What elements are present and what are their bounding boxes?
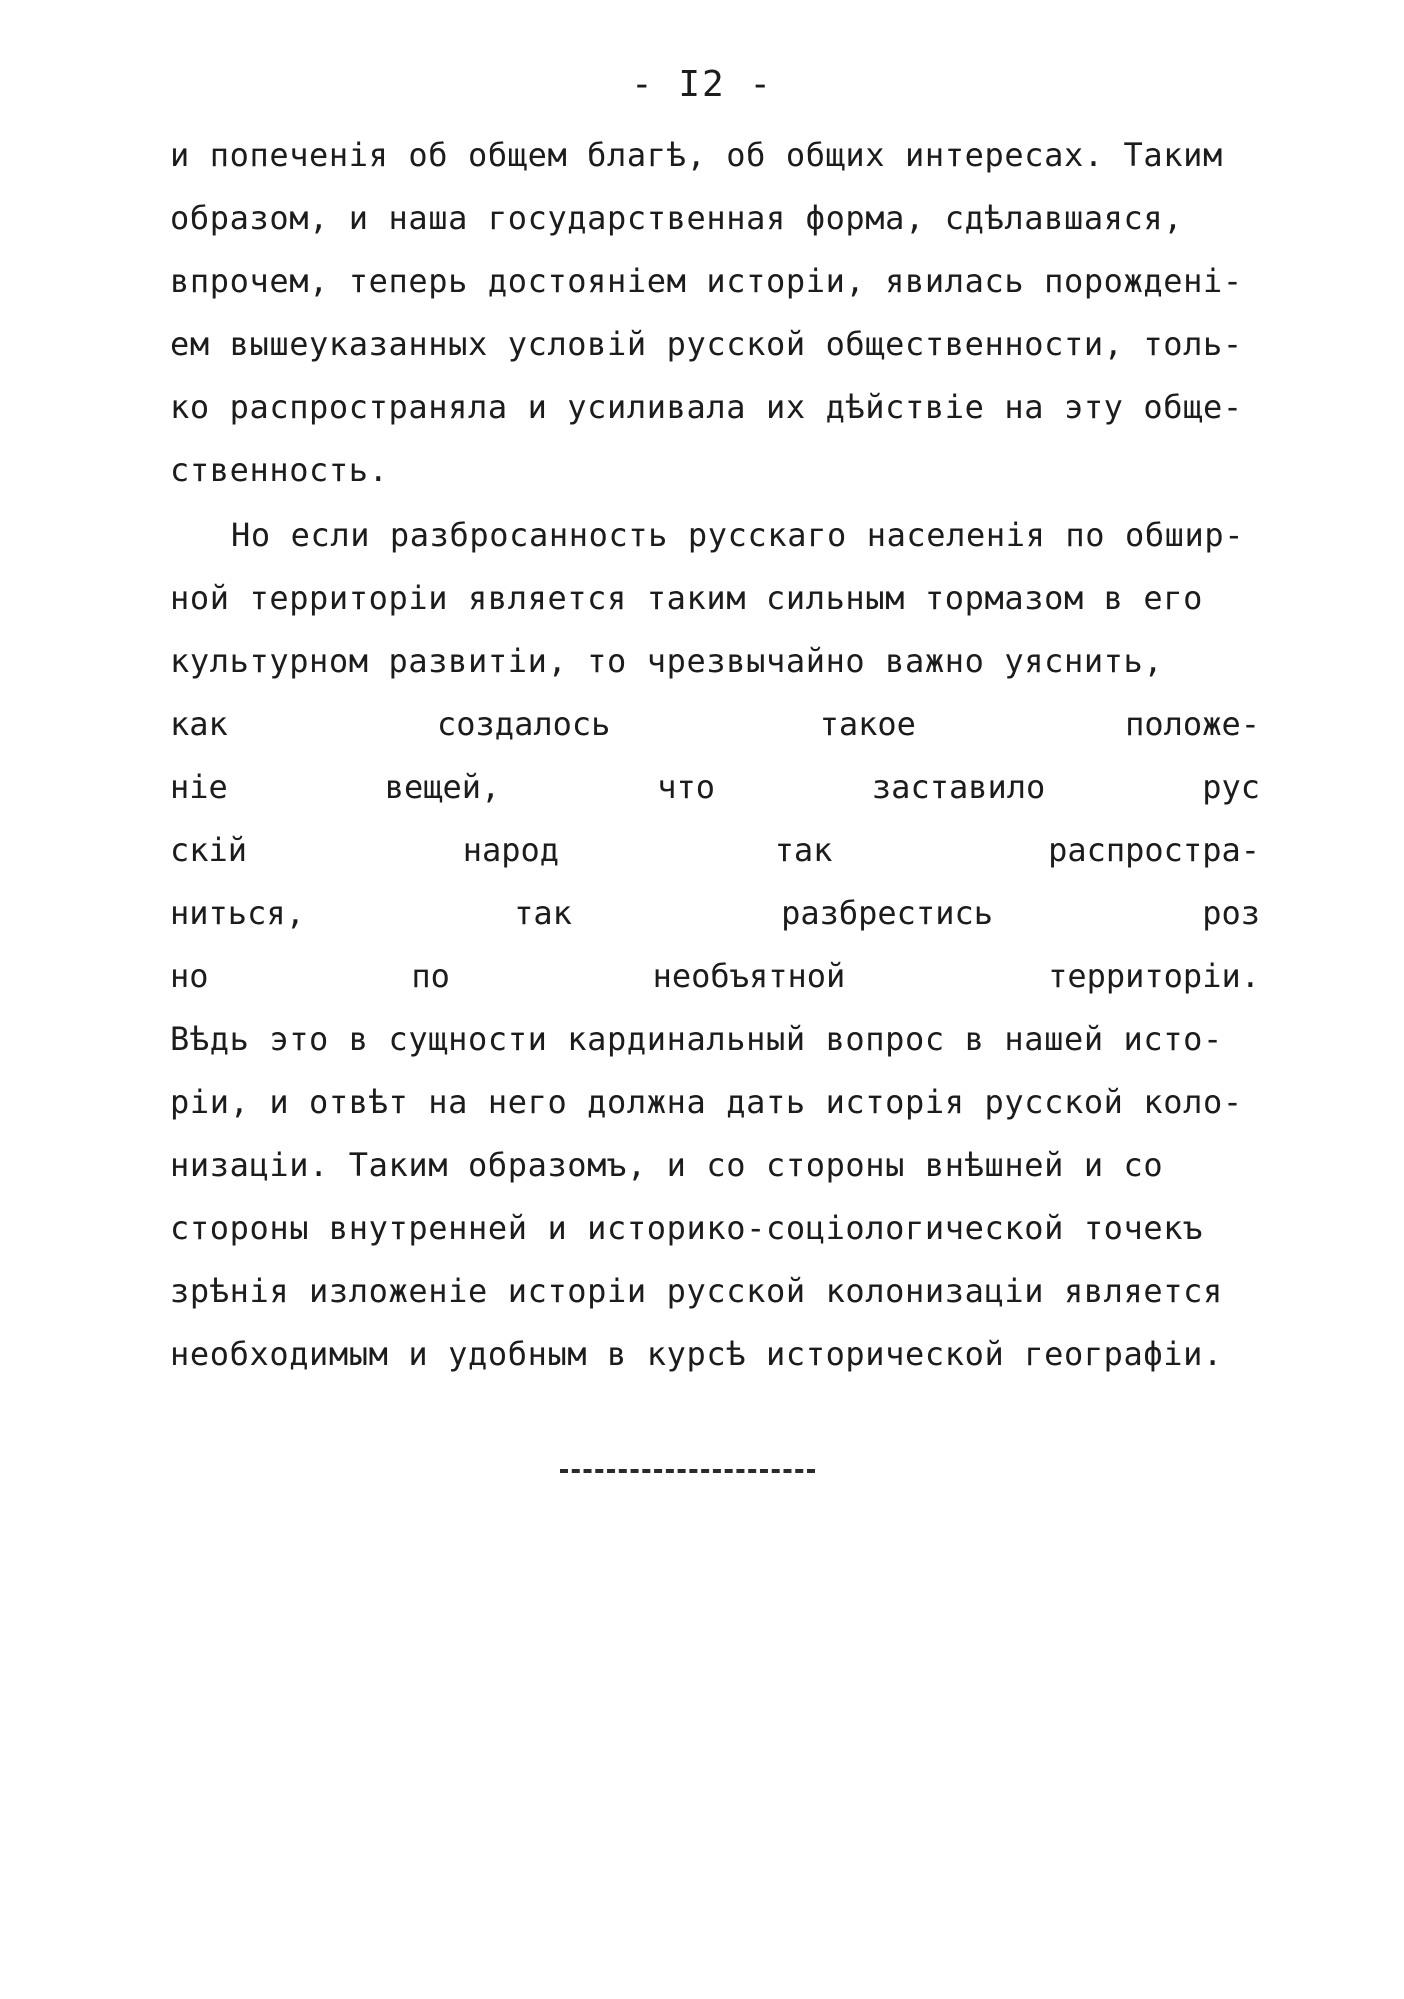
spaced-text-line <box>170 830 1260 870</box>
text-line: образом, и наша государственная форма, сдѣлавшаяся, <box>170 199 1184 237</box>
spaced-word: разбрестись <box>781 894 993 932</box>
text-line: стороны внутренней и историко-соціологической точекъ <box>170 1209 1204 1247</box>
spaced-word: территоріи. <box>1048 957 1260 995</box>
text-line: ственность. <box>170 451 389 489</box>
spaced-word: так <box>774 831 833 869</box>
spaced-word: положе- <box>1125 705 1260 743</box>
text-line: зрѣнія изложеніе исторіи русской колонизаціи является <box>170 1272 1223 1310</box>
text-line: Вѣдь это в сущности кардинальный вопрос в нашей исто- <box>170 1020 1223 1058</box>
text-line: ко распространяла и усиливала их дѣйствіе на эту обще- <box>170 388 1243 426</box>
section-divider <box>560 1469 815 1473</box>
spaced-word: по <box>411 957 450 995</box>
spaced-word: как <box>170 705 228 743</box>
spaced-word: такое <box>819 705 916 743</box>
spaced-text-line <box>170 956 1260 996</box>
spaced-word: распростра- <box>1048 831 1260 869</box>
text-line: необходимым и удобным в курсѣ исторической географіи. <box>170 1335 1223 1373</box>
text-line: низаціи. Таким образомъ, и со стороны внѣшней и со <box>170 1146 1164 1184</box>
spaced-word: заставило <box>871 768 1046 806</box>
text-line: Но если разбросанность русскаго населенія по обшир- <box>231 516 1245 554</box>
text-line: впрочем, теперь достояніем исторіи, явилась порождені- <box>170 262 1243 300</box>
spaced-word: рус <box>1202 768 1260 806</box>
spaced-word: так <box>514 894 572 932</box>
spaced-word: скій <box>170 831 248 869</box>
spaced-word: народ <box>462 831 560 869</box>
spaced-word: но <box>170 957 209 995</box>
text-line: ріи, и отвѣт на него должна дать исторія русской коло- <box>170 1083 1243 1121</box>
text-line: культурном развитіи, то чрезвычайно важно уяснить, <box>170 642 1164 680</box>
text-line: и попеченія об общем благѣ, об общих интересах. Таким <box>170 136 1223 174</box>
text-line: ной территоріи является таким сильным тормазом в его <box>170 579 1204 617</box>
spaced-word: вещей, <box>384 768 501 806</box>
spaced-word: роз <box>1202 894 1260 932</box>
page-number: - I2 - <box>630 64 774 105</box>
spaced-text-line <box>170 767 1260 807</box>
spaced-word: создалось <box>437 705 611 743</box>
text-line: ем вышеуказанных условій русской общественности, толь- <box>170 325 1243 363</box>
spaced-text-line <box>170 704 1260 744</box>
spaced-word: ніе <box>170 768 228 806</box>
spaced-text-line <box>170 893 1260 933</box>
spaced-word: ниться, <box>170 894 305 932</box>
spaced-word: необъятной <box>652 957 846 995</box>
spaced-word: что <box>657 768 715 806</box>
